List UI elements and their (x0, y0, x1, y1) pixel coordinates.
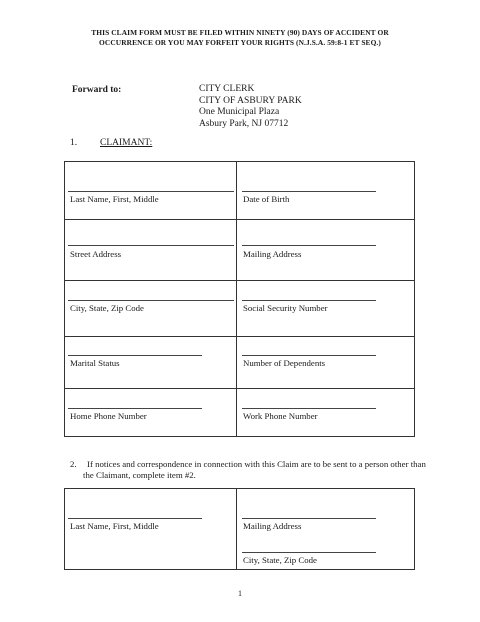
dependents-line[interactable] (242, 355, 376, 356)
section-2-text: If notices and correspondence in connection with this Claim are to be sent to a person other than the Claimant, complete item #2. (83, 459, 426, 480)
filing-deadline-notice (40, 28, 440, 48)
home-phone-line[interactable] (68, 408, 202, 409)
page-number: 1 (238, 589, 242, 598)
date-of-birth-label: Date of Birth (243, 194, 290, 204)
section-2-number: 2. (70, 459, 77, 469)
address-line: CITY OF ASBURY PARK (199, 95, 302, 106)
correspondent-city-line[interactable] (242, 552, 376, 553)
correspondent-name-label: Last Name, First, Middle (70, 521, 159, 531)
last-name-label: Last Name, First, Middle (70, 194, 159, 204)
ssn-label: Social Security Number (243, 303, 328, 313)
home-phone-label: Home Phone Number (70, 411, 147, 421)
correspondent-mailing-label: Mailing Address (243, 521, 302, 531)
marital-status-label: Marital Status (70, 358, 120, 368)
mailing-address-line[interactable] (242, 245, 376, 246)
forward-to-label: Forward to: (72, 85, 122, 95)
row-divider (64, 219, 415, 220)
street-address-label: Street Address (70, 249, 122, 259)
correspondent-mailing-line[interactable] (242, 518, 376, 519)
correspondent-name-line[interactable] (68, 518, 202, 519)
address-line: CITY CLERK (199, 84, 255, 94)
work-phone-label: Work Phone Number (243, 411, 318, 421)
row-divider (64, 280, 415, 281)
mailing-address-label: Mailing Address (243, 249, 302, 259)
marital-status-line[interactable] (68, 355, 202, 356)
correspondence-box-divider (236, 488, 237, 570)
dependents-label: Number of Dependents (243, 358, 326, 368)
work-phone-line[interactable] (242, 408, 376, 409)
notice-line-2: OCCURRENCE OR YOU MAY FORFEIT YOUR RIGHTS (N.J.S.A. 59:8-1 ET SEQ.) (99, 38, 381, 47)
city-state-zip-label: City, State, Zip Code (70, 303, 144, 313)
address-line: One Municipal Plaza (199, 107, 280, 117)
city-state-zip-line[interactable] (68, 300, 234, 301)
notice-line-1: THIS CLAIM FORM MUST BE FILED WITHIN NINETY (90) DAYS OF ACCIDENT OR (91, 28, 389, 37)
last-name-line[interactable] (68, 191, 234, 192)
address-line: Asbury Park, NJ 07712 (199, 118, 289, 129)
section-2-instructions (70, 459, 433, 481)
correspondent-city-label: City, State, Zip Code (243, 555, 317, 565)
forward-address (199, 84, 302, 130)
row-divider (64, 336, 415, 337)
ssn-line[interactable] (242, 300, 376, 301)
section-1-number: 1. (70, 138, 78, 148)
date-of-birth-line[interactable] (242, 191, 376, 192)
street-address-line[interactable] (68, 245, 234, 246)
claimant-box-divider (236, 161, 237, 437)
section-1-title: CLAIMANT: (100, 138, 153, 148)
row-divider (64, 388, 415, 389)
